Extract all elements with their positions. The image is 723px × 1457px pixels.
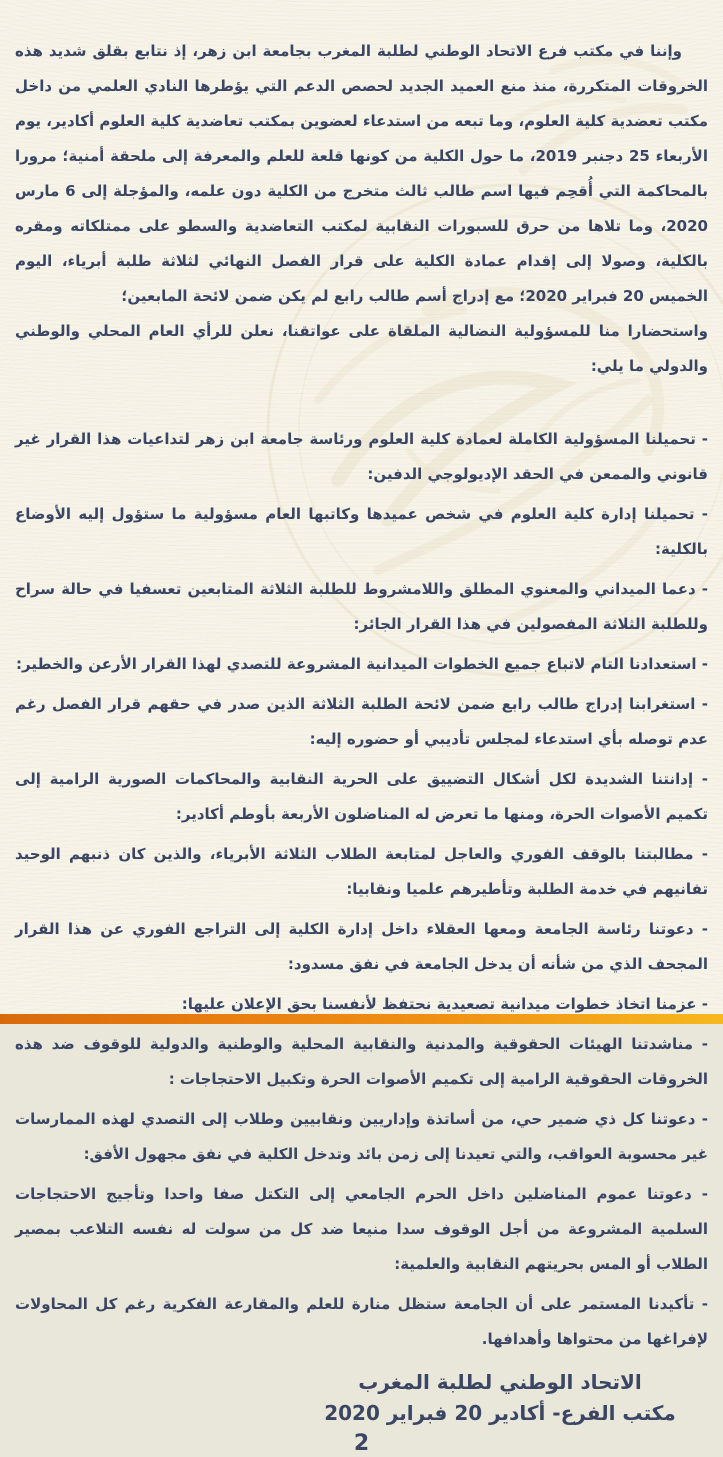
- statement-item: - عزمنا اتخاذ خطوات ميدانية تصعيدية نحتفظ لأنفسنا بحق الإعلان عليها:: [181, 995, 708, 1013]
- footer-accent-bar: [0, 1014, 723, 1024]
- statement-item: - دعما الميداني والمعنوي المطلق واللامشروط للطلبة الثلاثة المتابعين تعسفيا في حالة سراح وللطلبة الثلاثة المفصولين في هذا القرار الجائر:: [15, 580, 708, 633]
- intro-paragraph: وإننا في مكتب فرع الاتحاد الوطني لطلبة المغرب بجامعة ابن زهر، إذ نتابع بقلق شديد هذه الخروقات المتكررة، منذ منع العميد الجديد لحصص الدعم التي يؤطرها النادي العلمي من داخل مكتب تعضدية كلية العلوم، وما تبعه من استدعاء لعضوين بمكتب تعاضدية كلية العلوم أكادير، يوم الأربعاء 25 دجنبر 2019، ما حول الكلية من كونها قلعة للعلم والمعرفة إلى ملحقة أمنية؛ مرورا بالمحاكمة التي أُقحِم فيها اسم طالب ثالث متخرج من الكلية دون علمه، والمؤجلة إلى 6 مارس 2020، وما تلاها من حرق للسبورات النقابية لمكتب التعاضدية والسطو على ممتلكاته ومقره بالكلية، وصولا إلى إقدام عمادة الكلية على قرار الفصل النهائي لثلاثة طلبة أبرياء، اليوم الخميس 20 فبراير 2020؛ مع إدراج أسم طالب رابع لم يكن ضمن لائحة المابعين؛: [15, 42, 708, 305]
- page-number: 2: [353, 1431, 370, 1456]
- statement-item: - إدانتنا الشديدة لكل أشكال التضييق على الحرية النقابية والمحاكمات الصورية الرامية إلى تكميم الأصوات الحرة، ومنها ما تعرض له المناضلون الأربعة بأوطم أكادير:: [15, 770, 708, 823]
- statement-item: - استعدادنا التام لاتباع جميع الخطوات الميدانية المشروعة للتصدي لهذا القرار الأرعن والخطير:: [16, 655, 708, 673]
- statement-item: - دعوتنا رئاسة الجامعة ومعها العقلاء داخل إدارة الكلية إلى التراجع الفوري عن هذا القرار المجحف الذي من شأنه أن يدخل الجامعة في نفق مسدود:: [15, 920, 708, 973]
- statement-item: - تحميلنا المسؤولية الكاملة لعمادة كلية العلوم ورئاسة جامعة ابن زهر لتداعيات هذا القرار غير قانوني والممعن في الحقد الإديولوجي الدفين:: [15, 430, 708, 483]
- statement-item: - تأكيدنا المستمر على أن الجامعة ستظل منارة للعلم والمقارعة الفكرية رغم كل المحاولات لإفراغها من محتواها وأهدافها.: [15, 1295, 708, 1348]
- signature-block: [314, 1367, 686, 1429]
- statement-item: - استغرابنا إدراج طالب رابع ضمن لائحة الطلبة الثلاثة الذين صدر في حقهم قرار الفصل رغم عدم توصله بأي استدعاء لمجلس تأديبي أو حضوره إليه:: [15, 695, 708, 748]
- statement-item: - مناشدتنا الهيئات الحقوقية والمدنية والنقابية المحلية والوطنية والدولية للوقوف ضد هذه الخروقات الحقوقية الرامية إلى تكميم الأصوات الحرة وتكبيل الاحتجاجات :: [15, 1035, 708, 1088]
- signature-organization: الاتحاد الوطني لطلبة المغرب: [358, 1370, 642, 1394]
- statement-item: - دعوتنا عموم المناضلين داخل الحرم الجامعي إلى التكتل صفا واحدا وتأجيج الاحتجاجات السلمية المشروعة من أجل الوقوف سدا منيعا ضد كل من سولت له نفسه التلاعب بمصير الطلاب أو المس بحريتهم النقابية والعلمية:: [15, 1185, 708, 1273]
- signature-office-date: مكتب الفرع- أكادير 20 فبراير 2020: [324, 1401, 676, 1425]
- statement-items: [15, 422, 708, 1357]
- statement-item: - دعوتنا كل ذي ضمير حي، من أساتذة وإداريين ونقابيين وطلاب إلى التصدي لهذه الممارسات غير محسوبة العواقب، والتي تعيدنا إلى زمن بائد وتدخل الكلية في نفق مجهول الأفق:: [15, 1110, 708, 1163]
- statement-item: - مطالبتنا بالوقف الفوري والعاجل لمتابعة الطلاب الثلاثة الأبرياء، والذين كان ذنبهم الوحيد تفانيهم في خدمة الطلبة وتأطيرهم علميا ونقابيا:: [15, 845, 708, 898]
- intro-declaration: واستحضارا منا للمسؤولية النضالية الملقاة على عواتقنا، نعلن للرأي العام المحلي والوطني والدولي ما يلي:: [15, 322, 708, 375]
- statement-item: - تحميلنا إدارة كلية العلوم في شخص عميدها وكاتبها العام مسؤولية ما ستؤول إليه الأوضاع بالكلية:: [15, 505, 708, 558]
